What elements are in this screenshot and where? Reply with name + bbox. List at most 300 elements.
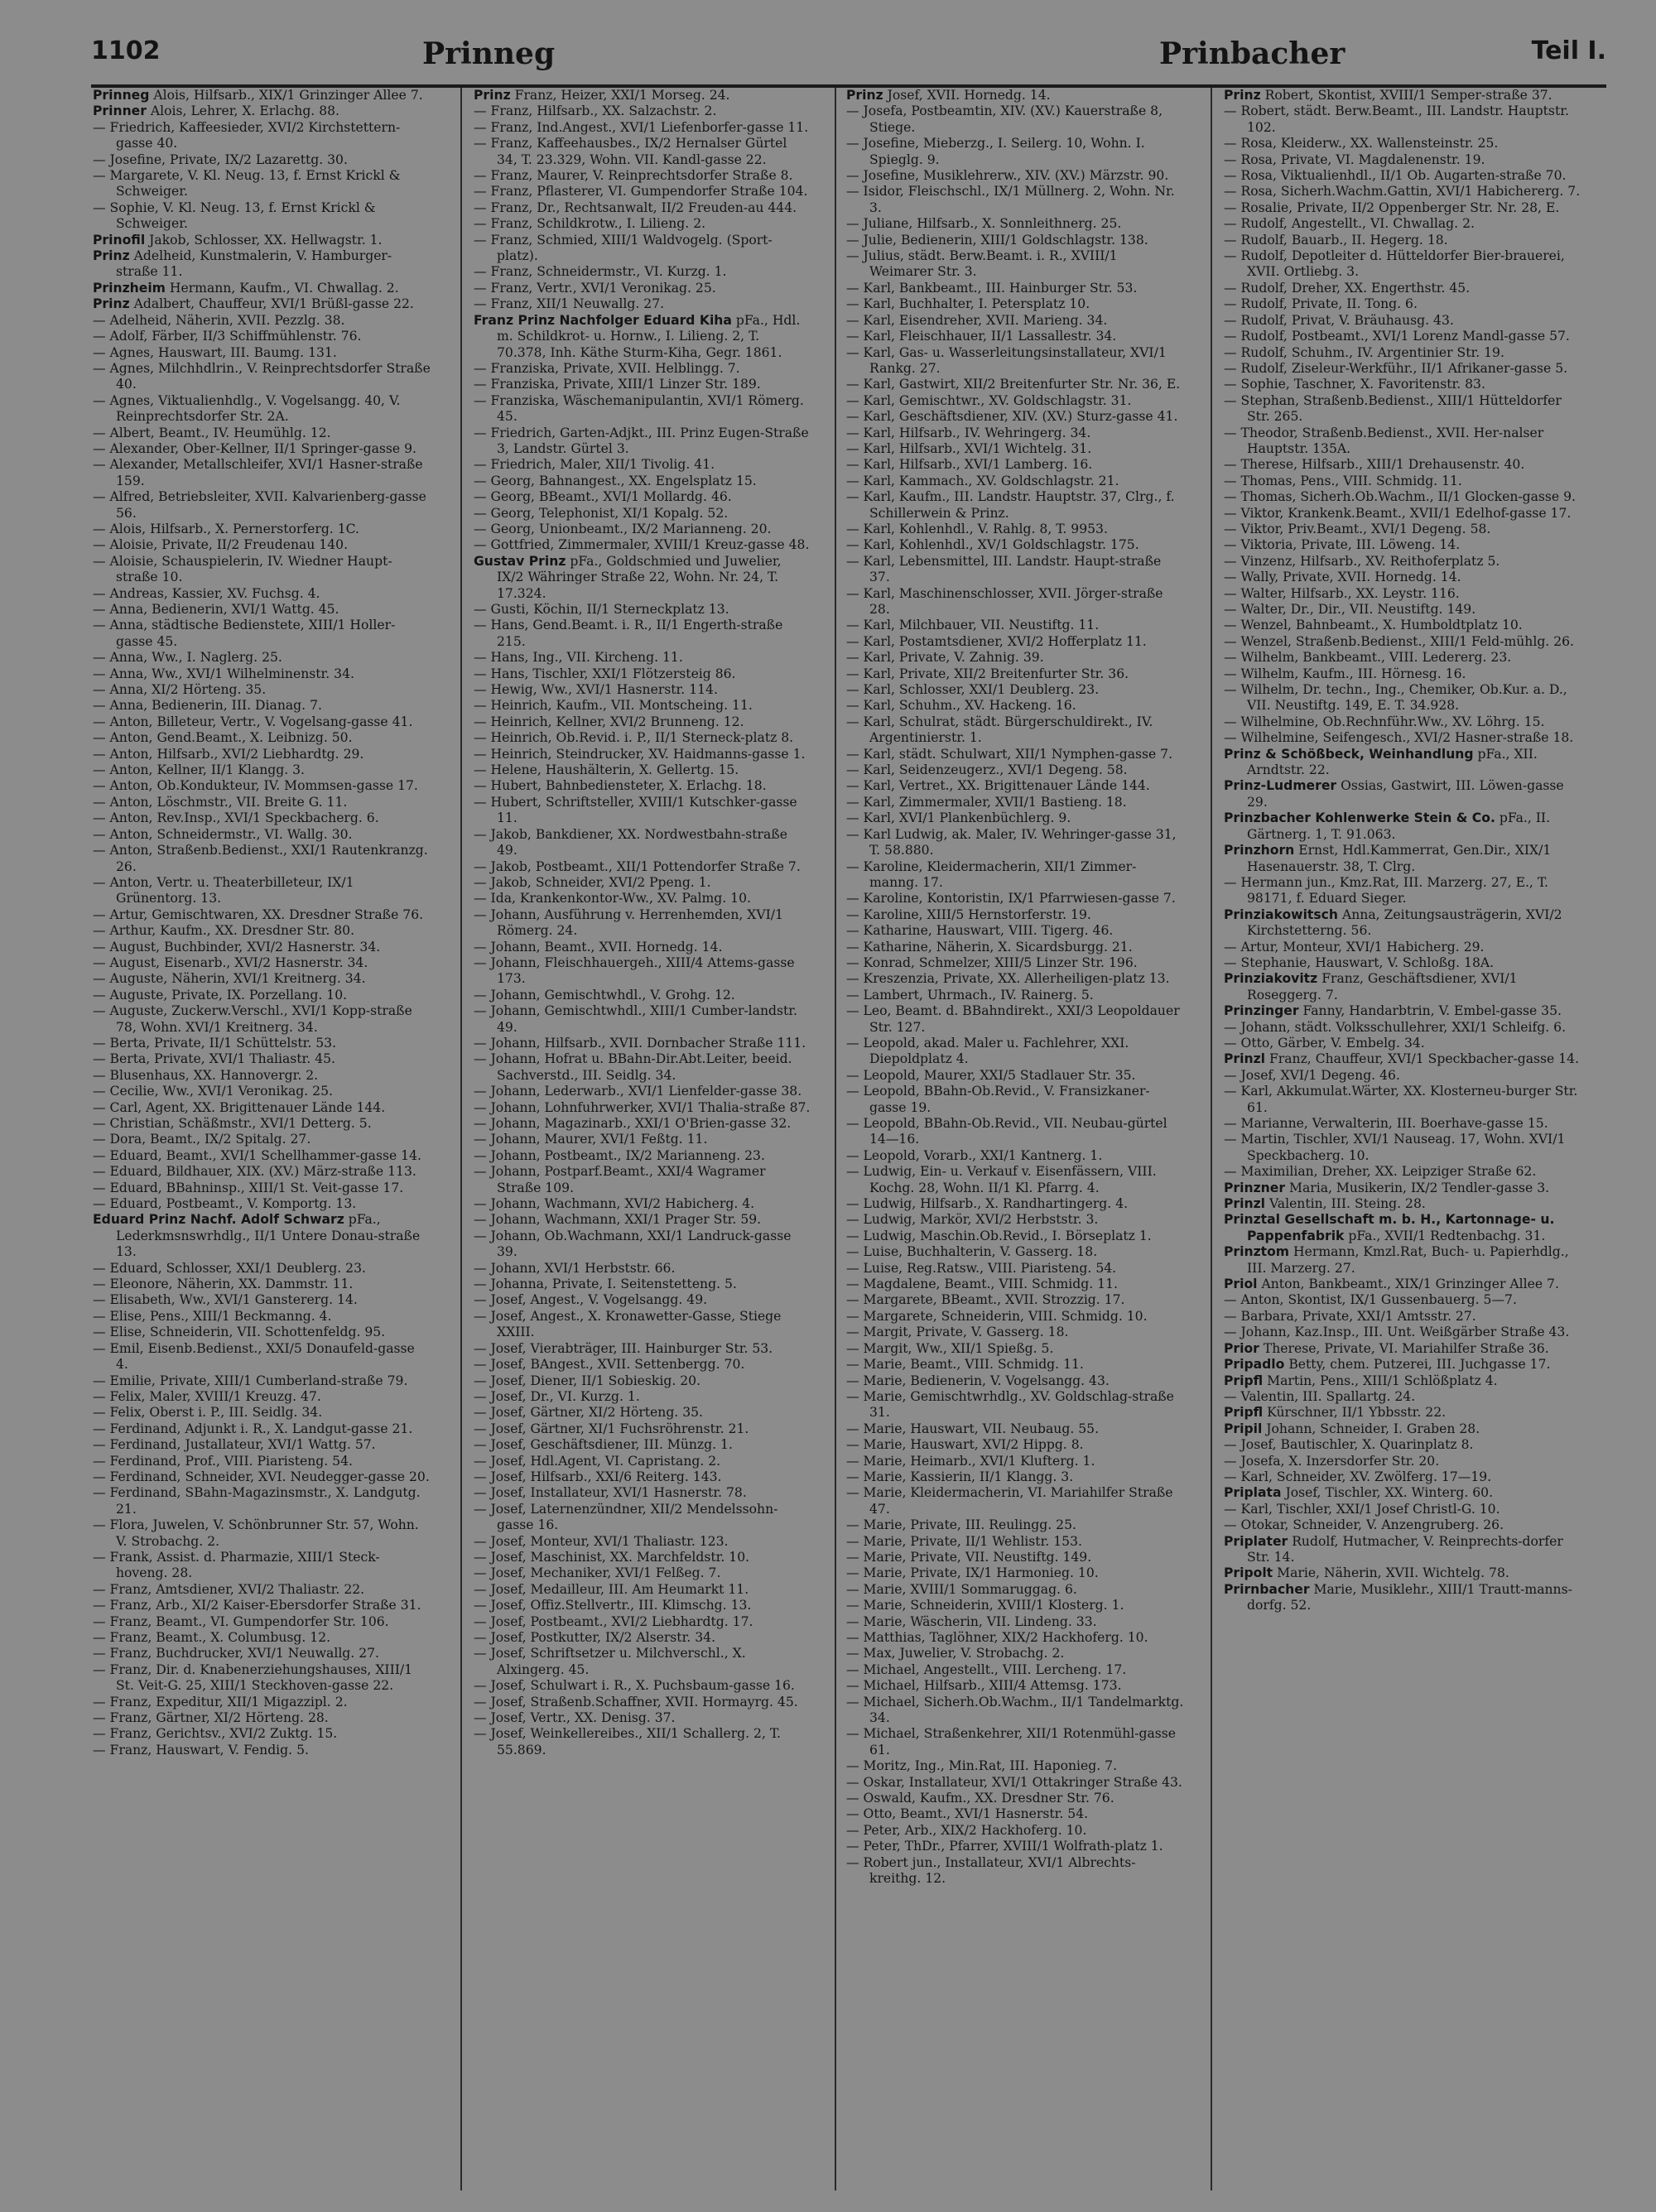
entry-text: — Wilhelm, Dr. techn., Ing., Chemiker, Ob.Kur. a. D., VII. Neustiftg. 149, E. T. 34.928. [1224,682,1567,714]
entry-text: — Ferdinand, Schneider, XVI. Neudegger-gasse 20. [93,1469,430,1484]
entry-text: — Franziska, Private, XIII/1 Linzer Str. 189. [474,377,761,392]
directory-entry [93,120,431,152]
entry-text: — Aloisie, Schauspielerin, IV. Wiedner Haupt-straße 10. [93,553,392,585]
entry-text: Franz, Heizer, XXI/1 Morseg. 24. [514,88,730,103]
entry-text: — Rosa, Sicherh.Wachm.Gattin, XVI/1 Habichererg. 7. [1224,184,1581,200]
directory-entry [846,1517,1184,1533]
directory-entry [1224,1164,1588,1180]
directory-entry [474,1100,811,1116]
entry-surname: Pripfl [1224,1405,1264,1421]
directory-entry [93,233,431,248]
directory-entry [474,1051,811,1084]
entry-text: — Walter, Hilfsarb., XX. Leystr. 116. [1224,585,1460,601]
entry-text: — Anna, XI/2 Hörteng. 35. [93,682,267,698]
directory-entry [1224,1389,1588,1405]
entry-text: — Luise, Reg.Ratsw., VIII. Piaristeng. 54. [846,1260,1117,1276]
directory-entry [474,281,811,296]
directory-entry [1224,1517,1588,1533]
entry-text: — Ida, Krankenkontor-Ww., XV. Palmg. 10. [474,891,751,906]
directory-entry [846,88,1184,103]
entry-text: — Sophie, Taschner, X. Favoritenstr. 83. [1224,377,1485,392]
directory-entry [474,1277,811,1292]
directory-entry [93,586,431,602]
directory-entry [474,1550,811,1565]
directory-entry [846,1196,1184,1212]
directory-entry [93,1261,431,1277]
directory-entry [846,1003,1184,1036]
entry-surname: Prinofil [93,232,146,248]
entry-text: — Wilhelm, Bankbeamt., VIII. Ledererg. 23. [1224,650,1512,666]
entry-text: — Adolf, Färber, II/3 Schiffmühlenstr. 76. [93,329,362,344]
directory-entry [93,1132,431,1147]
entry-surname: Pripadlo [1224,1357,1285,1373]
entry-text: — Franz, Dir. d. Knabenerziehungshauses, XIII/1 St. Veit-G. 25, XIII/1 Steckhoven-gasse 22. [93,1661,413,1694]
entry-text: — Blusenhaus, XX. Hannovergr. 2. [93,1067,319,1083]
directory-entry [1224,1020,1588,1036]
entry-surname: Prinner [93,103,147,119]
directory-entry [474,1261,811,1277]
entry-text: — Rosa, Private, VI. Magdalenenstr. 19. [1224,151,1485,167]
directory-entry [93,1148,431,1164]
directory-entry [93,762,431,778]
entry-text: — Gusti, Köchin, II/1 Sterneckplatz 13. [474,602,729,617]
entry-text: — Franz, Hauswart, V. Fendig. 5. [93,1742,309,1758]
directory-entry [93,1277,431,1292]
entry-surname: Eduard Prinz Nachf. Adolf Schwarz [93,1212,344,1228]
entry-text: — Josef, Dr., VI. Kurzg. 1. [474,1388,640,1404]
directory-entry [474,457,811,473]
directory-entry [846,1630,1184,1646]
directory-entry [474,988,811,1003]
entry-text: — Emil, Eisenb.Bedienst., XXI/5 Donaufeld-gasse 4. [93,1340,415,1373]
entry-text: — August, Buchbinder, XVI/2 Hasnerstr. 34. [93,939,381,955]
entry-text: — Frank, Assist. d. Pharmazie, XIII/1 Steck-hoveng. 28. [93,1549,380,1581]
entry-text: — Marianne, Verwalterin, III. Boerhave-gasse 15. [1224,1116,1548,1131]
directory-entry [93,666,431,682]
entry-text: — Franz, Maurer, V. Reinprechtsdorfer Straße 8. [474,168,793,184]
directory-entry [846,233,1184,248]
directory-entry [93,1437,431,1453]
directory-entry [1224,1036,1588,1051]
entry-text: — Lambert, Uhrmach., IV. Rainerg. 5. [846,987,1094,1003]
directory-entry [474,955,811,988]
directory-entry [1224,554,1588,570]
entry-text: — Josef, Hilfsarb., XXI/6 Reiterg. 143. [474,1469,722,1484]
entry-text: — Robert, städt. Berw.Beamt., III. Landstr. Hauptstr. 102. [1224,103,1569,135]
directory-entry [93,747,431,762]
directory-entry [846,1485,1184,1517]
directory-entry [93,345,431,361]
directory-entry [474,537,811,553]
directory-entry [474,1646,811,1678]
entry-text: Josef, Tischler, XX. Winterg. 60. [1285,1485,1494,1501]
directory-entry [846,1148,1184,1164]
directory-entry [93,1341,431,1373]
entry-text: — Karl, Kammach., XV. Goldschlagstr. 21. [846,473,1119,488]
entry-text: — Johann, Postbeamt., IX/2 Marianneng. 23. [474,1147,765,1163]
column-divider [460,88,462,2190]
entry-text: — Berta, Private, II/1 Schüttelstr. 53. [93,1035,337,1051]
entry-text: — Josef, Geschäftsdiener, III. Münzg. 1. [474,1437,733,1453]
directory-entry [93,361,431,393]
entry-text: — Sophie, V. Kl. Neug. 13, f. Ernst Krickl & Schweiger. [93,200,376,232]
directory-entry [846,1244,1184,1260]
entry-text: — Wenzel, Straßenb.Bedienst., XIII/1 Feld-mühlg. 26. [1224,633,1575,649]
entry-text: Martin, Pens., XIII/1 Schlößplatz 4. [1267,1373,1498,1388]
entry-text: — Andreas, Kassier, XV. Fuchsg. 4. [93,585,320,601]
entry-text: — Johann, Wachmann, XVI/2 Habicherg. 4. [474,1196,755,1212]
entry-text: pFa., Hdl. m. Schildkrot- u. Hornw., I. Lilieng. 2, T. 70.378, Inh. Käthe Sturm-Kiha, Gegr. 1861. [497,312,801,360]
entry-text: — Friedrich, Kaffeesieder, XVI/2 Kirchstettern-gasse 40. [93,119,401,151]
entry-surname: Gustav Prinz [474,553,566,569]
entry-text: — Peter, Arb., XIX/2 Hackhoferg. 10. [846,1822,1087,1838]
directory-entry [1224,457,1588,473]
directory-entry [846,1758,1184,1774]
directory-entry [93,1469,431,1485]
entry-text: Fanny, Handarbtrin, V. Embel-gasse 35. [1302,1003,1562,1019]
entry-text: Franz, Chauffeur, XVI/1 Speckbacher-gasse 14. [1268,1051,1580,1067]
directory-entry [1224,907,1588,940]
directory-entry [846,1036,1184,1068]
entry-text: — Alfred, Betriebsleiter, XVII. Kalvarienberg-gasse 56. [93,489,426,521]
directory-entry [93,248,431,281]
entry-text: — Karl, Hilfsarb., XVI/1 Wichtelg. 31. [846,440,1092,456]
entry-surname: Prinzner [1224,1180,1286,1195]
directory-entry [1224,1003,1588,1019]
entry-text: — Karoline, Kontoristin, IX/1 Pfarrwiesen-gasse 7. [846,891,1176,906]
column-2 [474,88,811,2190]
directory-entry [1224,1582,1588,1614]
directory-entry [846,1678,1184,1694]
entry-text: — Johann, Fleischhauergeh., XIII/4 Attems-gasse 173. [474,955,795,987]
directory-entry [846,393,1184,409]
entry-text: — Karl, Hilfsarb., XVI/1 Lamberg. 16. [846,457,1093,473]
entry-text: — Johann, Postparf.Beamt., XXI/4 Wagramer Straße 109. [474,1164,766,1195]
directory-entry [1224,586,1588,602]
directory-entry [474,618,811,650]
directory-entry [1224,634,1588,650]
entry-text: — Johann, Ob.Wachmann, XXI/1 Landruck-gasse 39. [474,1228,792,1260]
entry-text: — Alexander, Metallschleifer, XVI/1 Hasner-straße 159. [93,457,423,488]
directory-entry [846,618,1184,633]
entry-surname: Prinzbacher Kohlenwerke Stein & Co. [1224,810,1495,826]
entry-text: — Viktor, Krankenk.Beamt., XVII/1 Edelhof-gasse 17. [1224,505,1572,521]
entry-text: — Anna, städtische Bedienstete, XIII/1 Holler-gasse 45. [93,618,396,649]
entry-text: — Heinrich, Kaufm., VII. Montscheing. 11. [474,698,753,714]
entry-text: — Johann, Magazinarb., XXI/1 O'Brien-gasse 32. [474,1116,792,1131]
directory-entry [474,714,811,730]
entry-text: — Ludwig, Hilfsarb., X. Randhartingerg. 4. [846,1196,1129,1212]
entry-text: — Josef, Bautischler, X. Quarinplatz 8. [1224,1437,1474,1453]
directory-entry [846,441,1184,457]
directory-entry [474,233,811,265]
directory-entry [846,1068,1184,1084]
entry-surname: Prinzl [1224,1051,1265,1067]
directory-entry [474,795,811,827]
entry-surname: Prinziakovitz [1224,971,1318,987]
directory-entry [474,1389,811,1405]
directory-entry [846,136,1184,168]
entry-text: — Josef, Postbeamt., XVI/2 Liebhardtg. 17. [474,1613,753,1629]
directory-entry [846,1212,1184,1228]
directory-entry [846,1325,1184,1340]
directory-entry [474,875,811,891]
directory-entry [474,1229,811,1261]
entry-text: — Karl, Private, XII/2 Breitenfurter Str. 36. [846,666,1129,681]
entry-text: — Karl, Schulrat, städt. Bürgerschuldirekt., IV. Argentinierstr. 1. [846,714,1153,746]
directory-entry [474,730,811,746]
entry-text: — Eduard, Beamt., XVI/1 Schellhammer-gasse 14. [93,1147,421,1163]
directory-entry [1224,1084,1588,1116]
directory-entry [846,634,1184,650]
directory-entry [846,1598,1184,1613]
directory-entry [1224,88,1588,103]
directory-entry [93,1662,431,1695]
entry-text: — Ludwig, Ein- u. Verkauf v. Eisenfässern, VIII. Kochg. 28, Wohn. II/1 Kl. Pfarrg. 4. [846,1164,1157,1195]
directory-entry [1224,152,1588,168]
entry-text: — Leo, Beamt. d. BBahndirekt., XXI/3 Leopoldauer Str. 127. [846,1003,1180,1035]
entry-text: pFa., XVII/1 Redtenbachg. 31. [1348,1228,1546,1243]
entry-text: — Jakob, Postbeamt., XII/1 Pottendorfer Straße 7. [474,858,801,874]
directory-entry [93,1630,431,1646]
directory-entry [474,506,811,522]
entry-text: — Michael, Straßenkehrer, XII/1 Rotenmühl-gasse 61. [846,1726,1177,1758]
entry-text: — Franz, Buchdrucker, XVI/1 Neuwallg. 27. [93,1646,380,1661]
directory-entry [1224,1421,1588,1437]
directory-entry [93,152,431,168]
directory-entry [1224,345,1588,361]
directory-entry [1224,1309,1588,1325]
entry-text: — Josefa, X. Inzersdorfer Str. 20. [1224,1453,1440,1469]
entry-text: Hermann, Kmzl.Rat, Buch- u. Papierhdlg., III. Marzerg. 27. [1247,1244,1569,1276]
entry-text: — Rosalie, Private, II/2 Oppenberger Str. Nr. 28, E. [1224,200,1560,215]
entry-text: — Karl, Gastwirt, XII/2 Breitenfurter Str. Nr. 36, E. [846,377,1181,392]
entry-text: — Josef, Angest., V. Vogelsangg. 49. [474,1292,708,1308]
entry-text: — Viktor, Priv.Beamt., XVI/1 Degeng. 58. [1224,521,1491,536]
entry-text: — Franziska, Private, XVII. Helblingg. 7. [474,360,740,376]
entry-text: — Karoline, Kleidermacherin, XII/1 Zimmer-manng. 17. [846,858,1137,890]
entry-text: — Isidor, Fleischschl., IX/1 Müllnerg. 2, Wohn. Nr. 3. [846,184,1175,215]
directory-entry [846,168,1184,184]
directory-entry [93,522,431,537]
entry-text: — Auguste, Private, IX. Porzellang. 10. [93,987,348,1003]
entry-surname: Prinztal Gesellschaft m. b. H., Kartonnage- u. Pappenfabrik [1224,1212,1555,1243]
entry-text: — Wilhelmine, Seifengesch., XVI/2 Hasner-straße 18. [1224,730,1574,746]
directory-entry [93,1116,431,1132]
entry-surname: Prinz-Ludmerer [1224,778,1337,794]
directory-entry [846,682,1184,698]
entry-text: — Agnes, Hauswart, III. Baumg. 131. [93,344,337,360]
directory-entry [93,1164,431,1180]
directory-entry [474,1212,811,1228]
directory-entry [93,1084,431,1099]
directory-entry [93,1485,431,1517]
directory-entry [474,1614,811,1630]
directory-entry [474,1630,811,1646]
entry-surname: Prinz [93,296,130,312]
directory-entry [474,762,811,778]
entry-text: — Georg, Telephonist, XI/1 Kopalg. 52. [474,505,729,521]
entry-text: — Franz, Vertr., XVI/1 Veronikag. 25. [474,280,716,296]
entry-text: — Johann, Gemischtwhdl., V. Grohg. 12. [474,987,735,1003]
entry-surname: Prinziakowitsch [1224,906,1339,922]
entry-text: — Franz, Dr., Rechtsanwalt, II/2 Freuden-au 444. [474,200,797,215]
entry-text: — Karl, XVI/1 Plankenbüchlerg. 9. [846,810,1071,826]
entry-text: — Anton, Gend.Beamt., X. Leibnizg. 50. [93,730,353,746]
entry-text: — Ludwig, Markör, XVI/2 Herbststr. 3. [846,1212,1099,1228]
directory-entry [474,859,811,875]
directory-entry [846,907,1184,923]
directory-entry [474,1164,811,1196]
entry-text: — Heinrich, Ob.Revid. i. P., II/1 Sterneck-platz 8. [474,730,794,746]
directory-entry [1224,778,1588,810]
entry-text: — Franz, Hilfsarb., XX. Salzachstr. 2. [474,103,717,119]
entry-text: — Carl, Agent, XX. Brigittenauer Lände 144. [93,1099,386,1115]
directory-entry [846,988,1184,1003]
directory-entry [1224,650,1588,666]
directory-entry [93,1309,431,1325]
directory-entry [1224,843,1588,875]
entry-surname: Pripil [1224,1421,1263,1436]
entry-text: — Franz, Arb., XI/2 Kaiser-Ebersdorfer Straße 31. [93,1598,421,1613]
entry-text: — Johann, Lohnfuhrwerker, XVI/1 Thalia-straße 87. [474,1099,811,1115]
directory-entry [846,1437,1184,1453]
entry-text: — Hewig, Ww., XVI/1 Hasnerstr. 114. [474,682,718,698]
directory-entry [474,650,811,666]
entry-text: — Karl, Milchbauer, VII. Neustiftg. 11. [846,618,1100,633]
directory-entry [846,1646,1184,1661]
entry-text: — Franz, Beamt., VI. Gumpendorfer Str. 106. [93,1613,389,1629]
entry-text: — Wally, Private, XVII. Hornedg. 14. [1224,570,1461,585]
directory-entry [93,1646,431,1661]
directory-entry [846,1084,1184,1116]
directory-entry [93,1582,431,1598]
entry-surname: Prinz & Schößbeck, Weinhandlung [1224,746,1474,762]
entry-text: — Josef, Laternenzündner, XII/2 Mendelssohn-gasse 16. [474,1501,778,1533]
directory-entry [474,426,811,458]
entry-text: — Hermann jun., Kmz.Rat, III. Marzerg. 27, E., T. 98171, f. Eduard Sieger. [1224,874,1548,906]
directory-entry [93,1614,431,1630]
entry-text: — Anton, Ob.Kondukteur, IV. Mommsen-gasse 17. [93,778,418,794]
directory-entry [93,1454,431,1469]
directory-entry [846,1775,1184,1791]
entry-text: — Franz, XII/1 Neuwallg. 27. [474,296,665,312]
entry-text: — Ferdinand, Adjunkt i. R., X. Landgut-gasse 21. [93,1421,413,1436]
entry-text: — Anton, Löschmstr., VII. Breite G. 11. [93,794,348,810]
entry-text: — Johann, Wachmann, XXI/1 Prager Str. 59. [474,1212,762,1228]
entry-surname: Priplater [1224,1533,1288,1549]
entry-text: — Anton, Skontist, IX/1 Gussenbauerg. 5—7. [1224,1292,1517,1308]
directory-entry [93,1373,431,1389]
entry-text: Therese, Private, VI. Mariahilfer Straße 36. [1263,1340,1549,1356]
entry-text: — Josefine, Mieberzg., I. Seilerg. 10, Wohn. I. Spieglg. 9. [846,136,1145,167]
entry-text: — Rosa, Viktualienhdl., II/1 Ob. Augarten-straße 70. [1224,168,1567,184]
directory-entry [846,474,1184,489]
directory-entry [846,1582,1184,1598]
entry-text: — Karl, Kohlenhdl., V. Rahlg. 8, T. 9953. [846,521,1108,536]
entry-text: — Moritz, Ing., Min.Rat, III. Haponieg. 7. [846,1758,1118,1774]
directory-entry [1224,216,1588,232]
directory-entry [474,1437,811,1453]
entry-text: — Hubert, Bahnbediensteter, X. Erlachg. 18. [474,778,767,794]
entry-text: — Aloisie, Private, II/2 Freudenau 140. [93,537,349,553]
directory-entry [846,1855,1184,1887]
entry-text: pFa., Lederkmsnswrhdlg., II/1 Untere Donau-straße 13. [116,1212,421,1260]
entry-text: — Josef, Gärtner, XI/1 Fuchsröhrenstr. 21. [474,1421,749,1436]
entry-text: — Ferdinand, SBahn-Magazinsmstr., X. Landgutg. 21. [93,1485,421,1517]
directory-entry [846,1277,1184,1292]
entry-text: — Josefine, Private, IX/2 Lazarettg. 30. [93,151,348,167]
directory-entry [474,1357,811,1373]
entry-surname: Prinzhorn [1224,843,1295,858]
directory-entry [1224,1373,1588,1389]
entry-text: — Walter, Dr., Dir., VII. Neustiftg. 149. [1224,602,1476,617]
directory-entry [474,554,811,602]
entry-text: — Franz, Pflasterer, VI. Gumpendorfer Straße 104. [474,184,808,200]
directory-entry [1224,168,1588,184]
entry-text: — Josef, Vierabträger, III. Hainburger Str. 53. [474,1340,773,1356]
entry-text: Ernst, Hdl.Kammerrat, Gen.Dir., XIX/1 Hasenauerstr. 38, T. Clrg. [1247,843,1552,874]
directory-entry [1224,1437,1588,1453]
entry-text: — Josef, Postkutter, IX/2 Alserstr. 34. [474,1630,716,1645]
entry-text: — Hans, Tischler, XXI/1 Flötzersteig 86. [474,666,736,681]
directory-entry [474,1341,811,1357]
entry-text: — Karl, städt. Schulwart, XII/1 Nymphen-gasse 7. [846,746,1173,762]
entry-text: Marie, Näherin, XVII. Wichtelg. 78. [1277,1565,1509,1581]
entry-text: — Marie, Kassierin, II/1 Klangg. 3. [846,1469,1074,1484]
directory-entry [846,248,1184,281]
entry-text: — Karl, Geschäftsdiener, XIV. (XV.) Sturz-gasse 41. [846,409,1178,425]
directory-entry [93,88,431,103]
directory-entry [93,554,431,586]
directory-entry [1224,426,1588,458]
entry-text: — Josef, BAngest., XVII. Settenbergg. 70. [474,1357,745,1373]
directory-entry [846,1389,1184,1421]
directory-entry [1224,522,1588,537]
entry-text: — Konrad, Schmelzer, XIII/5 Linzer Str. 196. [846,955,1138,970]
entry-text: — Eduard, Postbeamt., V. Komportg. 13. [93,1196,357,1212]
directory-entry [474,940,811,955]
entry-text: — Otokar, Schneider, V. Anzengruberg. 26. [1224,1517,1504,1533]
entry-text: — Josefine, Musiklehrerw., XIV. (XV.) Märzstr. 90. [846,168,1169,184]
entry-text: — Karl, Kohlenhdl., XV/1 Goldschlagstr. 175. [846,537,1139,553]
directory-entry [474,1405,811,1421]
entry-text: Anton, Bankbeamt., XIX/1 Grinzinger Allee 7. [1261,1277,1559,1292]
directory-entry [846,1261,1184,1277]
entry-text: — Friedrich, Garten-Adjkt., III. Prinz Eugen-Straße 3, Landstr. Gürtel 3. [474,425,809,456]
entry-text: — Agnes, Milchhdlrin., V. Reinprechtsdorfer Straße 40. [93,360,431,392]
directory-entry [1224,377,1588,392]
directory-entry [1224,730,1588,746]
directory-entry [93,940,431,955]
entry-text: — Max, Juwelier, V. Strobachg. 2. [846,1646,1065,1661]
entry-text: — Josef, Angest., X. Kronawetter-Gasse, Stiege XXIII. [474,1308,782,1340]
directory-entry [93,1181,431,1196]
directory-entry [846,281,1184,296]
directory-entry [846,714,1184,747]
entry-text: — Karl, Maschinenschlosser, XVII. Jörger-straße 28. [846,585,1163,617]
directory-entry [1224,184,1588,200]
directory-entry [846,650,1184,666]
directory-entry [474,747,811,762]
entry-text: Adelheid, Kunstmalerin, V. Hamburger-straße 11. [116,248,392,280]
directory-entry [1224,136,1588,151]
directory-entry [93,457,431,489]
directory-entry [93,1212,431,1260]
directory-entry [846,1662,1184,1678]
directory-entry [846,1550,1184,1565]
entry-text: — Marie, Private, III. Reulingg. 25. [846,1517,1076,1533]
